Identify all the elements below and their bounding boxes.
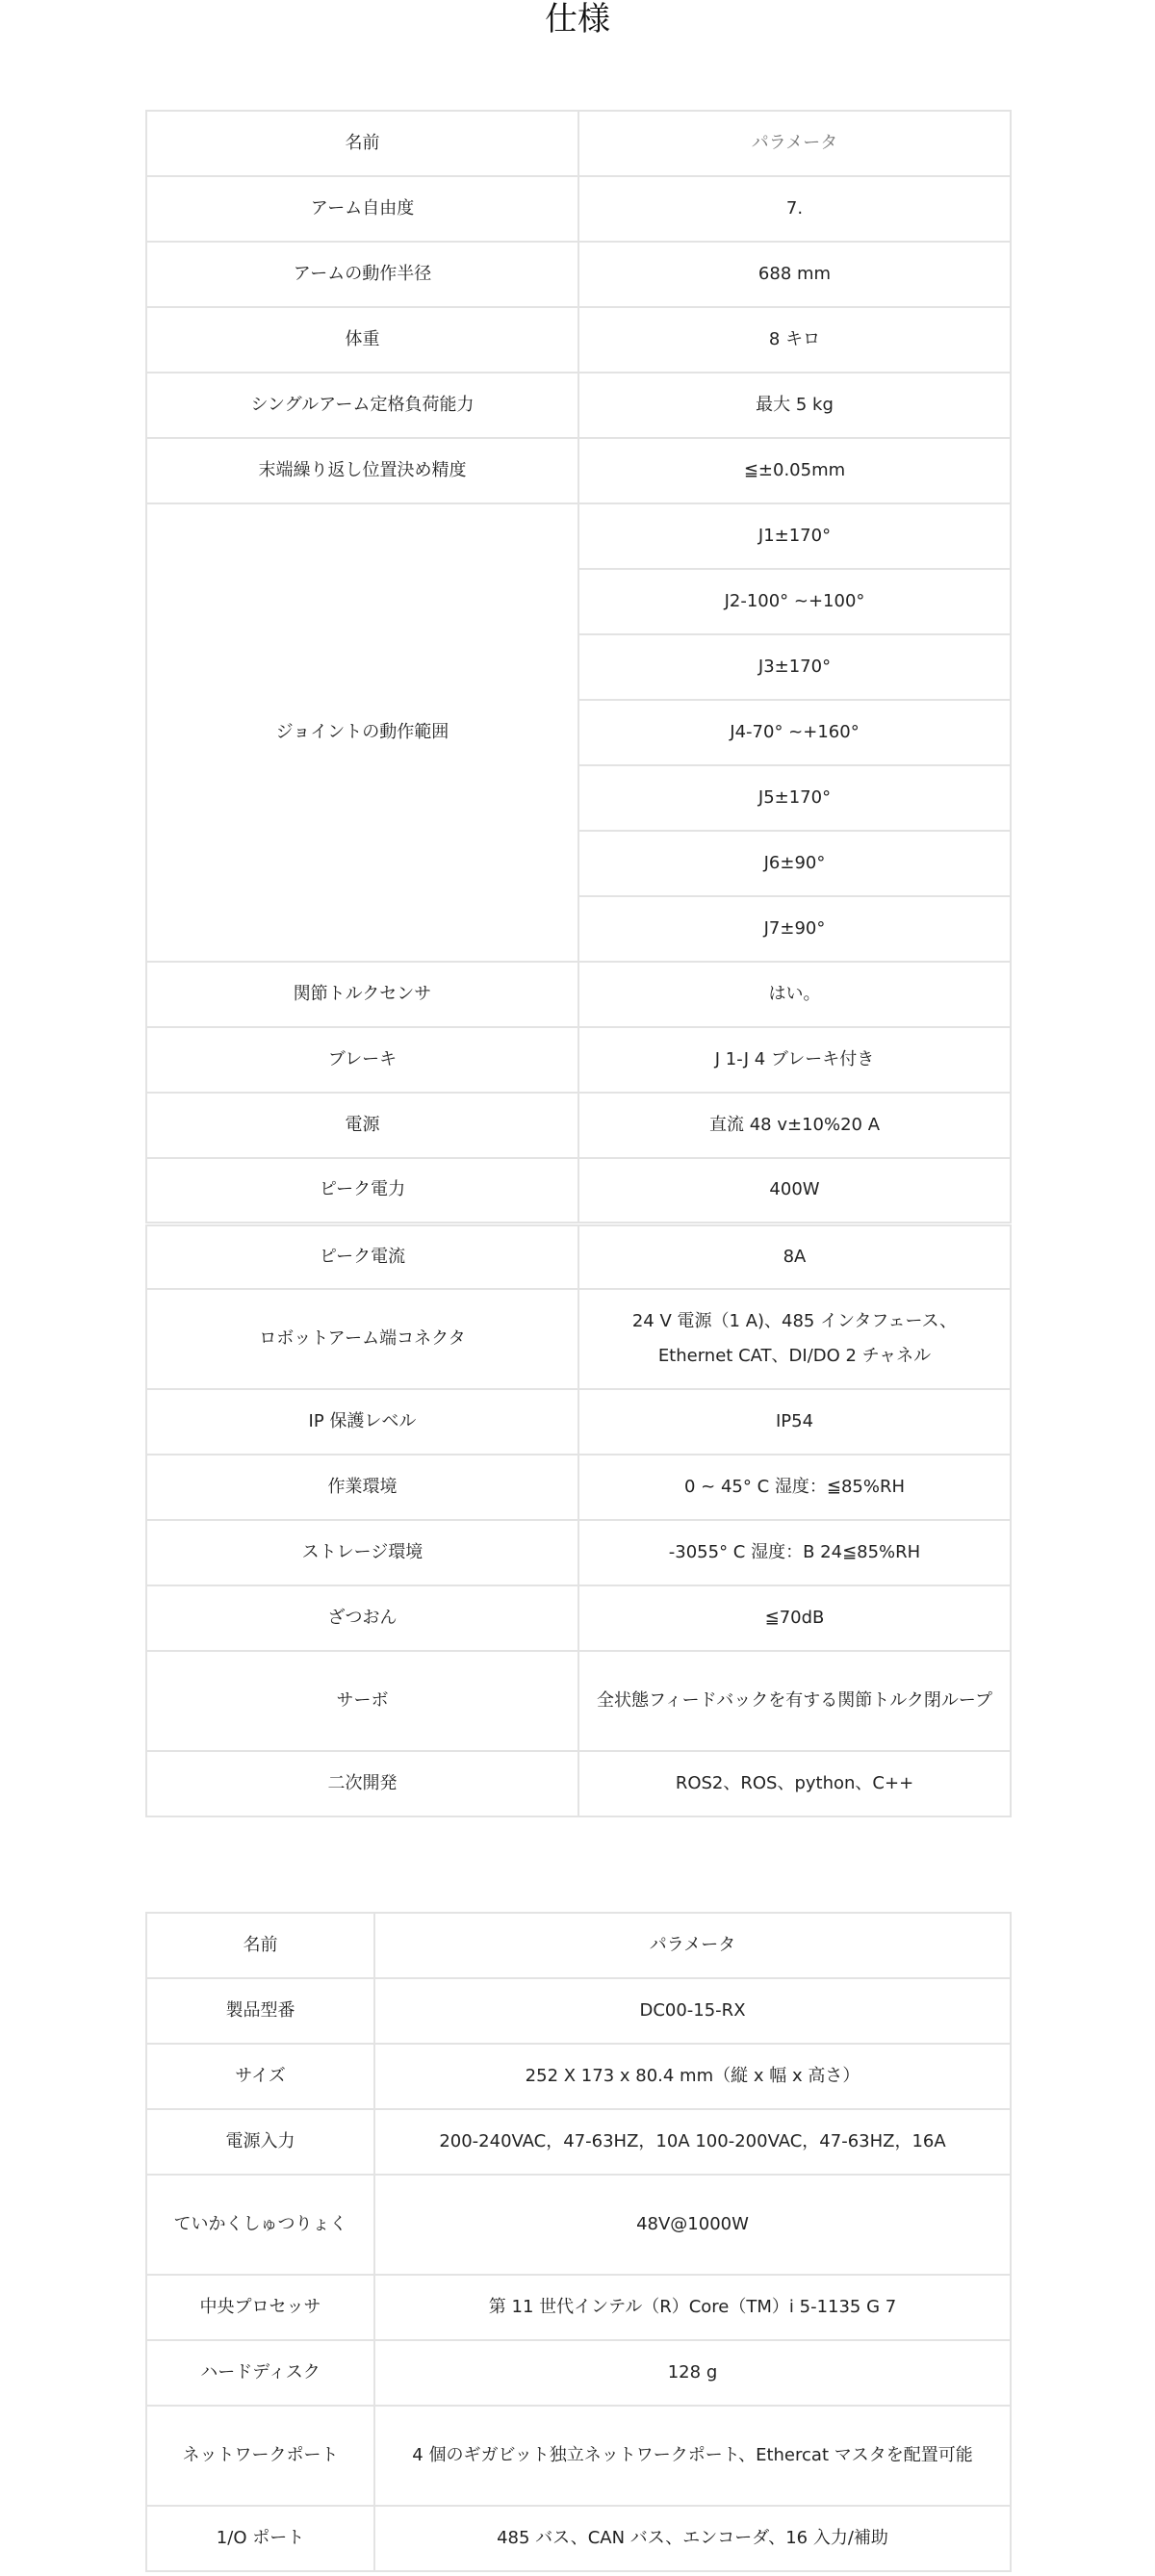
joint-range-value: J3±170° <box>578 634 1011 700</box>
spec-name: 体重 <box>146 307 578 373</box>
table-row <box>146 438 1011 503</box>
table-row <box>146 242 1011 307</box>
table-row <box>146 1389 1011 1455</box>
spec-name: 二次開発 <box>146 1751 578 1816</box>
spec-name: IP 保護レベル <box>146 1389 578 1455</box>
spec-name: ていかくしゅつりょく <box>146 2175 374 2275</box>
spec-value: 24 V 電源（1 A)、485 インタフェース、Ethernet CAT、DI/DO 2 チャネル <box>578 1289 1011 1389</box>
joint-range-value: J7±90° <box>578 896 1011 962</box>
table-row-joint-range <box>146 503 1011 569</box>
spec-value: 4 個のギガビット独立ネットワークポート、Ethercat マスタを配置可能 <box>374 2406 1011 2506</box>
arm-spec-table <box>145 110 1012 1817</box>
spec-name: ピーク電力 <box>146 1158 578 1224</box>
spec-name: ジョイントの動作範囲 <box>146 503 578 962</box>
spec-value: 第 11 世代インテル（R）Core（TM）i 5-1135 G 7 <box>374 2275 1011 2340</box>
table-row <box>146 1158 1011 1224</box>
table-row <box>146 2109 1011 2175</box>
table-row <box>146 1978 1011 2044</box>
spec-name: 電源 <box>146 1093 578 1158</box>
page-title: 仕様 <box>545 0 610 39</box>
header-name-cell: 名前 <box>146 111 578 176</box>
joint-range-value: J1±170° <box>578 503 1011 569</box>
spec-name: ハードディスク <box>146 2340 374 2406</box>
spec-name: ネットワークポート <box>146 2406 374 2506</box>
spec-name: サイズ <box>146 2044 374 2109</box>
spec-value: IP54 <box>578 1389 1011 1455</box>
spec-name: 電源入力 <box>146 2109 374 2175</box>
table-row <box>146 1585 1011 1651</box>
spec-value: 7. <box>578 176 1011 242</box>
table-row <box>146 307 1011 373</box>
spec-value: 485 バス、CAN バス、エンコーダ、16 入力/補助 <box>374 2506 1011 2571</box>
spec-value: 直流 48 v±10%20 A <box>578 1093 1011 1158</box>
spec-value: 0 ~ 45° C 湿度：≦85%RH <box>578 1455 1011 1520</box>
spec-name: 末端繰り返し位置決め精度 <box>146 438 578 503</box>
table-row <box>146 1651 1011 1751</box>
table-row <box>146 2406 1011 2506</box>
table-row <box>146 1455 1011 1520</box>
header-name-cell: 名前 <box>146 1913 374 1978</box>
spec-name: ロボットアーム端コネクタ <box>146 1289 578 1389</box>
spec-value: 全状態フィードバックを有する関節トルク閉ループ <box>578 1651 1011 1751</box>
spec-value: 8 キロ <box>578 307 1011 373</box>
table-row <box>146 1093 1011 1158</box>
spec-name: 作業環境 <box>146 1455 578 1520</box>
spec-value: ROS2、ROS、python、C++ <box>578 1751 1011 1816</box>
spec-value: 128 g <box>374 2340 1011 2406</box>
joint-range-value: J6±90° <box>578 831 1011 896</box>
joint-range-value: J2-100° ~+100° <box>578 569 1011 634</box>
spec-value: -3055° C 湿度：B 24≦85%RH <box>578 1520 1011 1585</box>
spec-value: 最大 5 kg <box>578 373 1011 438</box>
spec-value: ≦±0.05mm <box>578 438 1011 503</box>
spec-value: DC00-15-RX <box>374 1978 1011 2044</box>
spec-value: 252 X 173 x 80.4 mm（縦 x 幅 x 高さ） <box>374 2044 1011 2109</box>
spec-name: 関節トルクセンサ <box>146 962 578 1027</box>
joint-range-value: J4-70° ~+160° <box>578 700 1011 765</box>
table-row <box>146 1520 1011 1585</box>
joint-range-value: J5±170° <box>578 765 1011 831</box>
spec-value: 400W <box>578 1158 1011 1224</box>
table-row <box>146 2506 1011 2571</box>
table-row <box>146 2175 1011 2275</box>
table-header-row <box>146 1913 1011 1978</box>
spec-value: 8A <box>578 1224 1011 1289</box>
spec-name: アーム自由度 <box>146 176 578 242</box>
table-row <box>146 2044 1011 2109</box>
spec-name: ブレーキ <box>146 1027 578 1093</box>
header-param-cell: パラメータ <box>374 1913 1011 1978</box>
spec-value: ≦70dB <box>578 1585 1011 1651</box>
header-param-cell: パラメータ <box>578 111 1011 176</box>
table-row <box>146 2275 1011 2340</box>
spec-value: はい。 <box>578 962 1011 1027</box>
spec-name: 1/O ポート <box>146 2506 374 2571</box>
spec-name: ストレージ環境 <box>146 1520 578 1585</box>
table-row <box>146 1751 1011 1816</box>
table-row <box>146 2340 1011 2406</box>
table-row <box>146 962 1011 1027</box>
table-row <box>146 1027 1011 1093</box>
spec-value: J 1-J 4 ブレーキ付き <box>578 1027 1011 1093</box>
spec-name: ざつおん <box>146 1585 578 1651</box>
table-header-row <box>146 111 1011 176</box>
spec-name: 中央プロセッサ <box>146 2275 374 2340</box>
spec-value: 48V@1000W <box>374 2175 1011 2275</box>
spec-name: サーボ <box>146 1651 578 1751</box>
spec-value: 688 mm <box>578 242 1011 307</box>
spec-name: 製品型番 <box>146 1978 374 2044</box>
table-row <box>146 176 1011 242</box>
table-row <box>146 1289 1011 1389</box>
controller-spec-table <box>145 1912 1012 2572</box>
table-row <box>146 1224 1011 1289</box>
spec-name: アームの動作半径 <box>146 242 578 307</box>
table-row <box>146 373 1011 438</box>
spec-value: 200-240VAC，47-63HZ，10A 100-200VAC，47-63HZ，16A <box>374 2109 1011 2175</box>
spec-name: シングルアーム定格負荷能力 <box>146 373 578 438</box>
spec-name: ピーク電流 <box>146 1224 578 1289</box>
